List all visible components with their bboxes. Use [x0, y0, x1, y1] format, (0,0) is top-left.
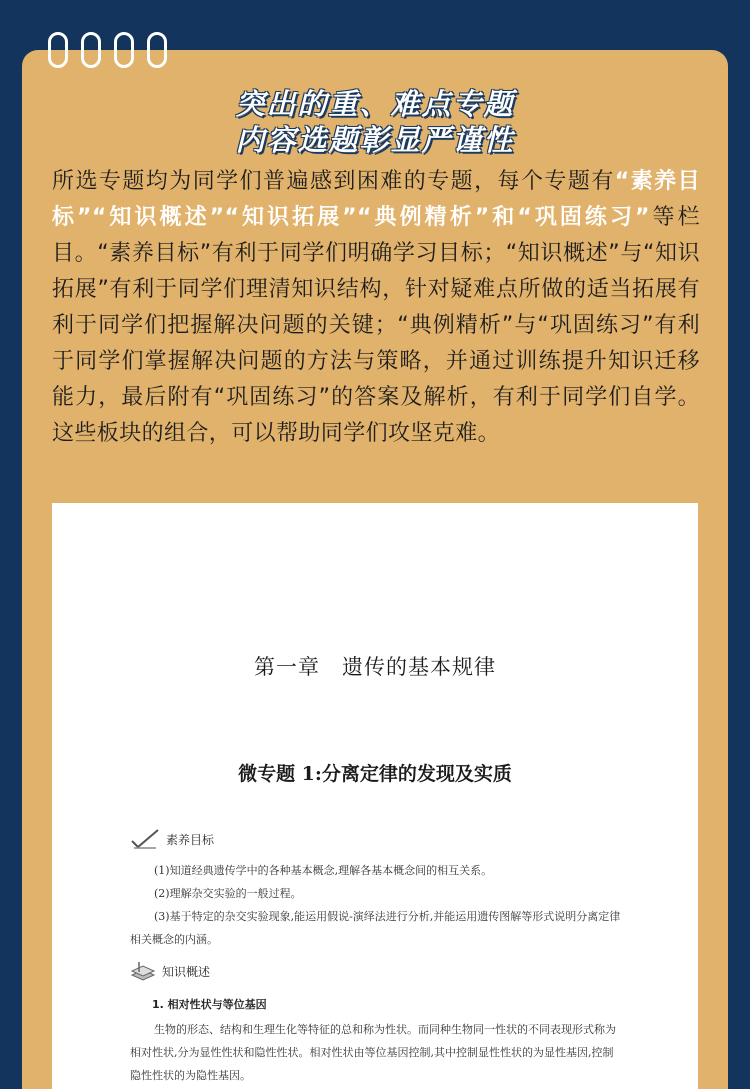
chapter-title: 第一章 遗传的基本规律	[254, 655, 496, 679]
goal-item: (1)知道经典遗传学中的各种基本概念,理解各基本概念间的相互关系。	[154, 864, 493, 877]
document-page	[52, 503, 698, 1089]
intro-text: 所选专题均为同学们普遍感到困难的专题，每个专题有	[52, 169, 615, 194]
overview-paragraph	[130, 1018, 624, 1087]
section-heading-overview	[130, 959, 210, 983]
checkmark-pen-icon	[130, 828, 160, 850]
ring-icon	[48, 32, 68, 68]
intro-text: 等栏目。“素养目标”有利于同学们明确学习目标；“知识概述”与“知识拓展”有利于同学们理清知识结构，针对疑难点所做的适当拓展有利于同学们把握解决问题的关键；“典例精析”与“巩固练习”有利于同学们掌握解决问题的方法与策略，并通过训练提升知识迁移能力，最后附有“巩固练习”的答案及解析，有利于同学们自学。这些板块的组合，可以帮助同学们攻坚克难。	[52, 205, 700, 446]
title-line-2: 内容选题彰显严谨性	[235, 123, 515, 157]
goal-item: (3)基于特定的杂交实验现象,能运用假说-演绎法进行分析,并能运用遗传图解等形式说明分离定律相关概念的内涵。	[130, 910, 621, 946]
section-heading-label: 知识概述	[162, 964, 211, 979]
goal-item: (2)理解杂交实验的一般过程。	[154, 887, 302, 900]
ring-icon	[114, 32, 134, 68]
title-line-1: 突出的重、难点专题	[235, 87, 515, 121]
ring-icon	[147, 32, 167, 68]
goals-list	[130, 859, 624, 951]
intro-highlight: “素养目标”“知识概述”“知识拓展”“典例精析”和“巩固练习”	[52, 169, 701, 230]
intro-paragraph	[52, 164, 700, 452]
section-heading-goals	[130, 827, 214, 851]
section-heading-label: 素养目标	[166, 832, 215, 847]
book-stack-icon	[130, 960, 156, 982]
subheading: 1. 相对性状与等位基因	[152, 998, 267, 1011]
binder-rings	[48, 32, 178, 76]
ring-icon	[81, 32, 101, 68]
overview-text: 生物的形态、结构和生理生化等特征的总和称为性状。而同种生物同一性状的不同表现形式称为相对性状,分为显性性状和隐性性状。相对性状由等位基因控制,其中控制显性性状的为显性基因,控制隐性性状的为隐性基因。	[130, 1023, 616, 1082]
topic-title: 微专题 1:分离定律的发现及实质	[238, 763, 512, 785]
